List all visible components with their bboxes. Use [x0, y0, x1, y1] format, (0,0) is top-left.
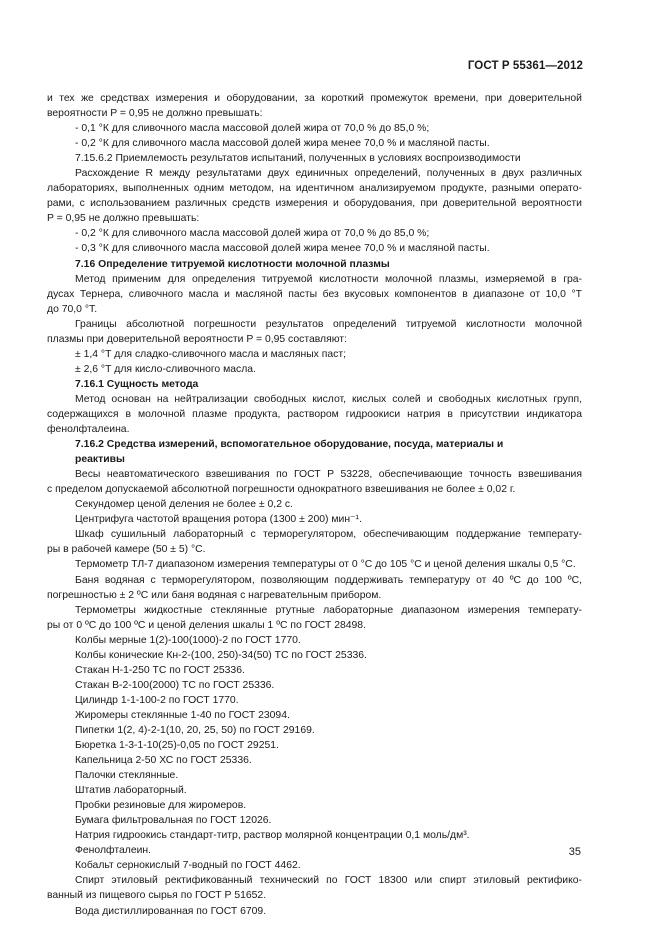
text-line: Вода дистиллированная по ГОСТ 6709. — [75, 905, 267, 917]
text-line: Пробки резиновые для жиромеров. — [75, 800, 247, 812]
text-line: Термометр ТЛ-7 диапазоном измерения температуры от 0 °С до 105 °С и ценой деления шкалы 0,5 °С. — [75, 559, 576, 571]
text-line: Колбы мерные 1(2)-100(1000)-2 по ГОСТ 1770. — [75, 634, 301, 646]
text-line: - 0,1 °К для сливочного масла массовой долей жира от 70,0 % до 85,0 %; — [75, 123, 430, 135]
text-line: 7.15.6.2 Приемлемость результатов испытаний, полученных в условиях воспроизводимости — [75, 153, 521, 165]
text-line: Границы абсолютной погрешности результатов определений титруемой кислотности молочной — [75, 318, 582, 330]
text-line: Стакан Н-1-250 ТС по ГОСТ 25336. — [75, 664, 245, 676]
text-line: Пипетки 1(2, 4)-2-1(10, 20, 25, 50) по ГОСТ 29169. — [75, 724, 315, 736]
text-line: Баня водяная с терморегулятором, позволяющим поддерживать температуру от 40 ºС до 100 ºС, — [75, 574, 582, 586]
text-line: Бюретка 1-3-1-10(25)-0,05 по ГОСТ 29251. — [75, 740, 279, 752]
page-number: 35 — [568, 846, 581, 858]
text-line: Центрифуга частотой вращения ротора (1300 ± 200) мин⁻¹. — [75, 514, 362, 526]
text-line: рами, с использованием различных средств измерения и оборудования, при доверительной вероятности — [47, 198, 582, 210]
text-line: Весы неавтоматического взвешивания по ГОСТ Р 53228, обеспечивающие точность взвешивания — [75, 469, 582, 481]
text-line: Метод основан на нейтрализации свободных кислот, кислых солей и свободных кислотных групп, — [75, 393, 582, 405]
text-line: Палочки стеклянные. — [75, 770, 179, 782]
document-body — [47, 91, 582, 919]
text-line: с пределом допускаемой абсолютной погрешности однократного взвешивания не более ± 0,02 г. — [47, 484, 516, 496]
text-line: Шкаф сушильный лабораторный с терморегулятором, обеспечивающим поддержание температу- — [75, 529, 582, 541]
text-line: ры в рабочей камере (50 ± 5) °С. — [47, 544, 206, 556]
text-line: Натрия гидроокись стандарт-титр, раствор молярной концентрации 0,1 моль/дм³. — [75, 830, 470, 842]
text-line: вероятности P = 0,95 не должно превышать: — [47, 108, 263, 120]
text-line: фенолфталеина. — [47, 424, 130, 436]
text-line: Жиромеры стеклянные 1-40 по ГОСТ 23094. — [75, 709, 290, 721]
text-line: Цилиндр 1-1-100-2 по ГОСТ 1770. — [75, 694, 239, 706]
text-line: ванный из пищевого сырья по ГОСТ Р 51652. — [47, 890, 267, 902]
text-line: Кобальт сернокислый 7-водный по ГОСТ 4462. — [75, 860, 301, 872]
text-line: Стакан В-2-100(2000) ТС по ГОСТ 25336. — [75, 679, 275, 691]
text-line: 7.16.2 Средства измерений, вспомогательное оборудование, посуда, материалы и — [75, 439, 504, 451]
text-line: дусах Тернера, сливочного масла и масляной пасты без вкусовых компонентов в диапазоне от 10,0 °Т — [47, 288, 582, 300]
text-line: Спирт этиловый ректификованный технический по ГОСТ 18300 или спирт этиловый ректифико- — [75, 875, 582, 887]
text-line: - 0,2 °К для сливочного масла массовой долей жира менее 70,0 % и масляной пасты. — [75, 138, 490, 150]
text-line: - 0,2 °К для сливочного масла массовой долей жира от 70,0 % до 85,0 %; — [75, 228, 430, 240]
text-line: и тех же средствах измерения и оборудовании, за короткий промежуток времени, при доверительной — [47, 93, 582, 104]
text-line: Бумага фильтровальная по ГОСТ 12026. — [75, 815, 272, 827]
text-line: лабораториях, выполненных одним методом, на идентичном анализируемом продукте, разными операто- — [47, 183, 582, 195]
text-line: реактивы — [75, 454, 125, 466]
text-line: Фенолфталеин. — [75, 845, 152, 857]
text-line: ры от 0 ºС до 100 ºС и ценой деления шкалы 1 ºС по ГОСТ 28498. — [47, 619, 366, 631]
text-line: Расхождение R между результатами двух единичных определений, полученных в двух различных — [75, 168, 582, 180]
text-line: 7.16.1 Сущность метода — [75, 378, 199, 390]
text-line: Метод применим для определения титруемой кислотности молочной плазмы, измеряемой в гра- — [75, 273, 582, 285]
text-line: 7.16 Определение титруемой кислотности молочной плазмы — [75, 258, 390, 270]
text-line: погрешностью ± 2 ºС или баня водяная с нагревательным прибором. — [47, 589, 382, 601]
text-line: до 70,0 °Т. — [47, 303, 98, 315]
text-line: Секундомер ценой деления не более ± 0,2 с. — [75, 499, 293, 511]
text-line: P = 0,95 не должно превышать: — [47, 213, 200, 225]
document-header-id: ГОСТ Р 55361—2012 — [467, 60, 583, 72]
text-line: - 0,3 °К для сливочного масла массовой долей жира менее 70,0 % и масляной пасты. — [75, 243, 490, 255]
text-line: плазмы при доверительной вероятности P = 0,95 составляют: — [47, 333, 347, 345]
text-line: ± 1,4 °Т для сладко-сливочного масла и масляных паст; — [75, 348, 347, 360]
text-line: Колбы конические Кн-2-(100, 250)-34(50) ТС по ГОСТ 25336. — [75, 649, 367, 661]
text-line: Капельница 2-50 ХС по ГОСТ 25336. — [75, 755, 252, 767]
text-line: Термометры жидкостные стеклянные ртутные лабораторные диапазоном измерения температу- — [75, 604, 582, 616]
text-line: Штатив лабораторный. — [75, 785, 187, 797]
text-line: ± 2,6 °Т для кисло-сливочного масла. — [75, 363, 256, 375]
text-line: содержащихся в молочной плазме продукта, раствором гидроокиси натрия в присутствии индикатора — [47, 408, 582, 420]
